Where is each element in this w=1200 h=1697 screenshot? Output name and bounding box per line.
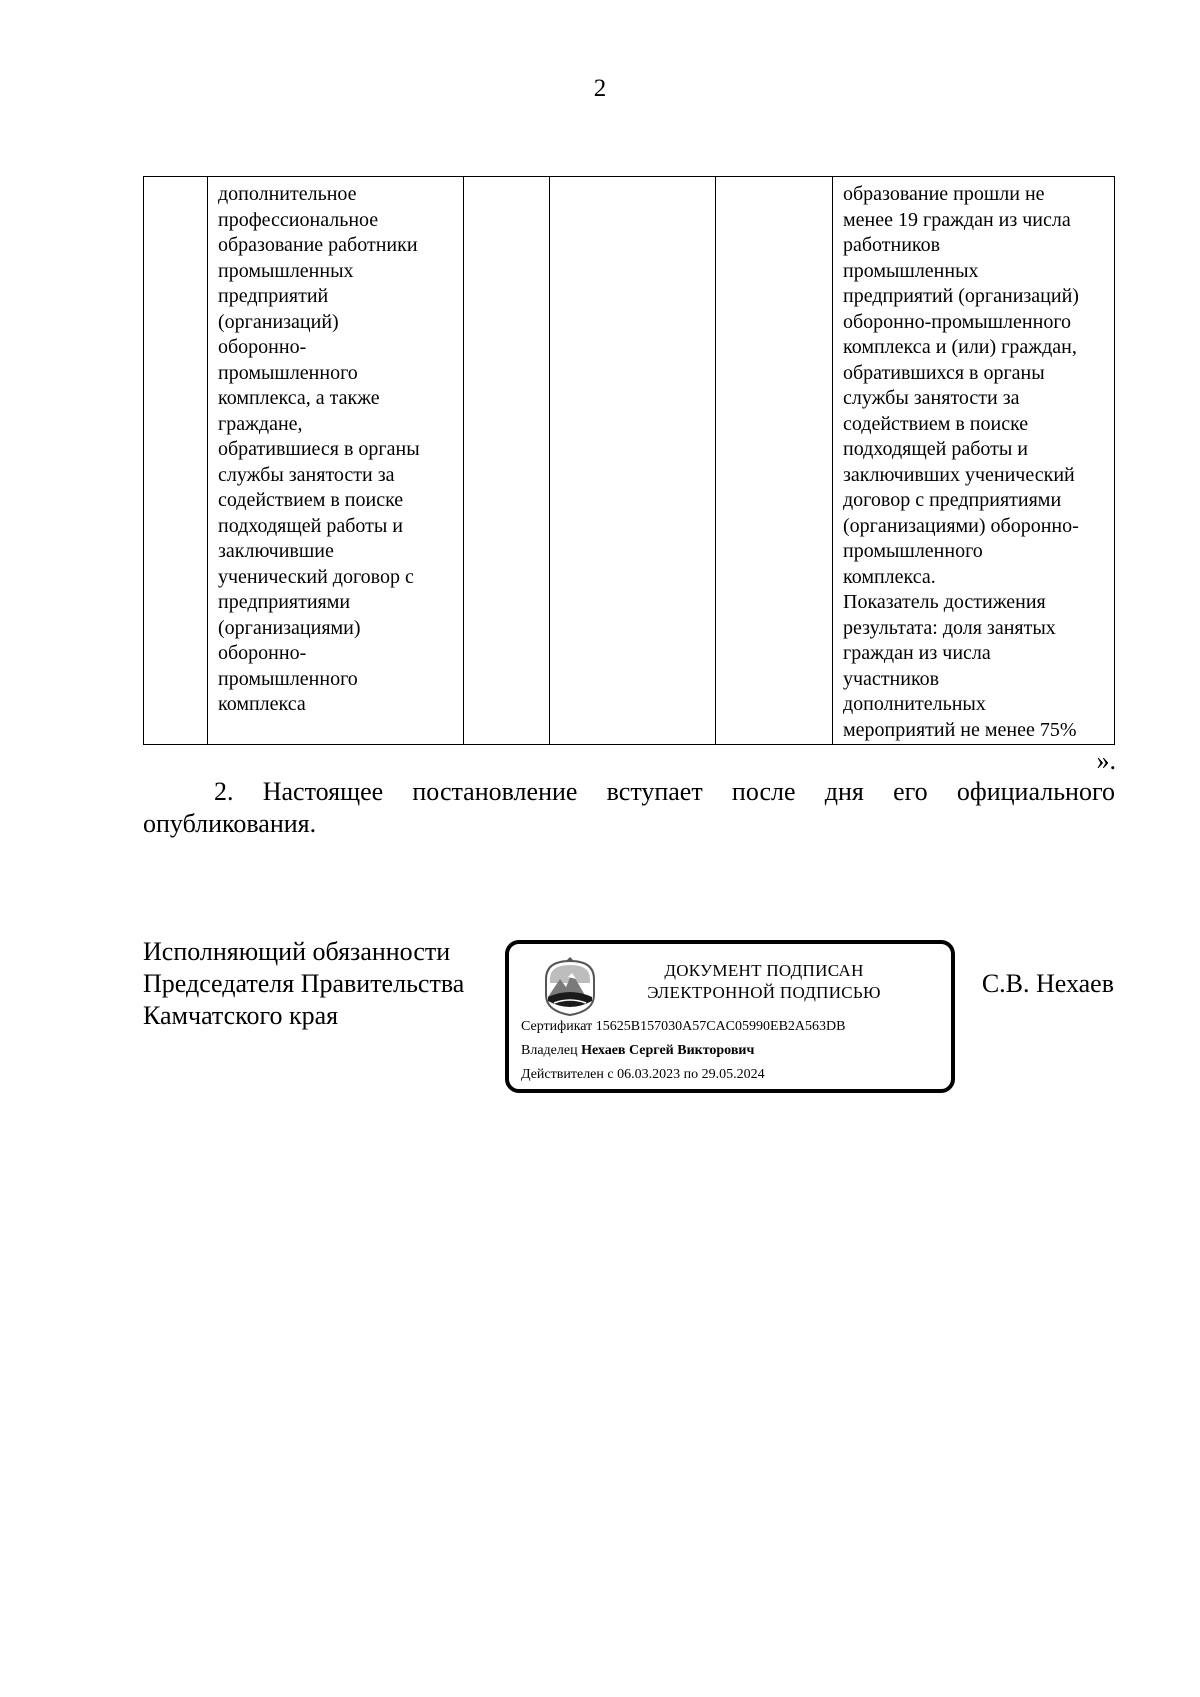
stamp-heading: ДОКУМЕНТ ПОДПИСАН ЭЛЕКТРОННОЙ ПОДПИСЬЮ [647,961,881,1002]
signer-name: С.В. Нехаев [981,969,1114,998]
signer-title [143,936,464,1032]
continued-table [143,176,1115,745]
signer-title-line: Председателя Правительства [143,969,465,998]
table-cell [716,177,833,745]
table-cell [550,177,716,745]
closing-quote: ». [1096,746,1116,775]
signer-title-line: Камчатского края [143,1001,339,1030]
table-cell-result: образование прошли не менее 19 граждан из числа работников промышленных предприятий (организаций) оборонно-промышленного комплекса и (или) граждан, обратившихся в органы службы занятости за содействием в поиске подходящей работы и заключивших ученический договор с предприятиями (организациями) оборонно- промышленного комплекса. Показатель достижения результата: доля занятых граждан из числа участников дополнительных мероприятий не менее 75% [833,177,1115,745]
kamchatka-emblem-icon [542,957,598,1017]
paragraph-2: 2. Настоящее постановление вступает после дня его официального опубликования. [143,777,1115,838]
signer-title-line: Исполняющий обязанности [143,937,451,966]
table-cell [464,177,550,745]
table-cell-participants: дополнительное профессиональное образование работники промышленных предприятий (организаций) оборонно- промышленного комплекса, а также граждане, обратившиеся в органы службы занятости за содействием в поиске подходящей работы и заключившие ученический договор с предприятиями (организациями) оборонно- промышленного комплекса [208,177,464,745]
electronic-signature-stamp [505,940,955,1093]
stamp-validity: Действителен с 06.03.2023 по 29.05.2024 [521,1067,765,1082]
table-cell-number [144,177,208,745]
stamp-owner: Владелец Нехаев Сергей Викторович [521,1043,755,1058]
page-number: 2 [593,75,607,102]
table-row [144,177,1115,745]
stamp-certificate: Сертификат 15625B157030A57CAC05990EB2A563DB [521,1019,846,1034]
